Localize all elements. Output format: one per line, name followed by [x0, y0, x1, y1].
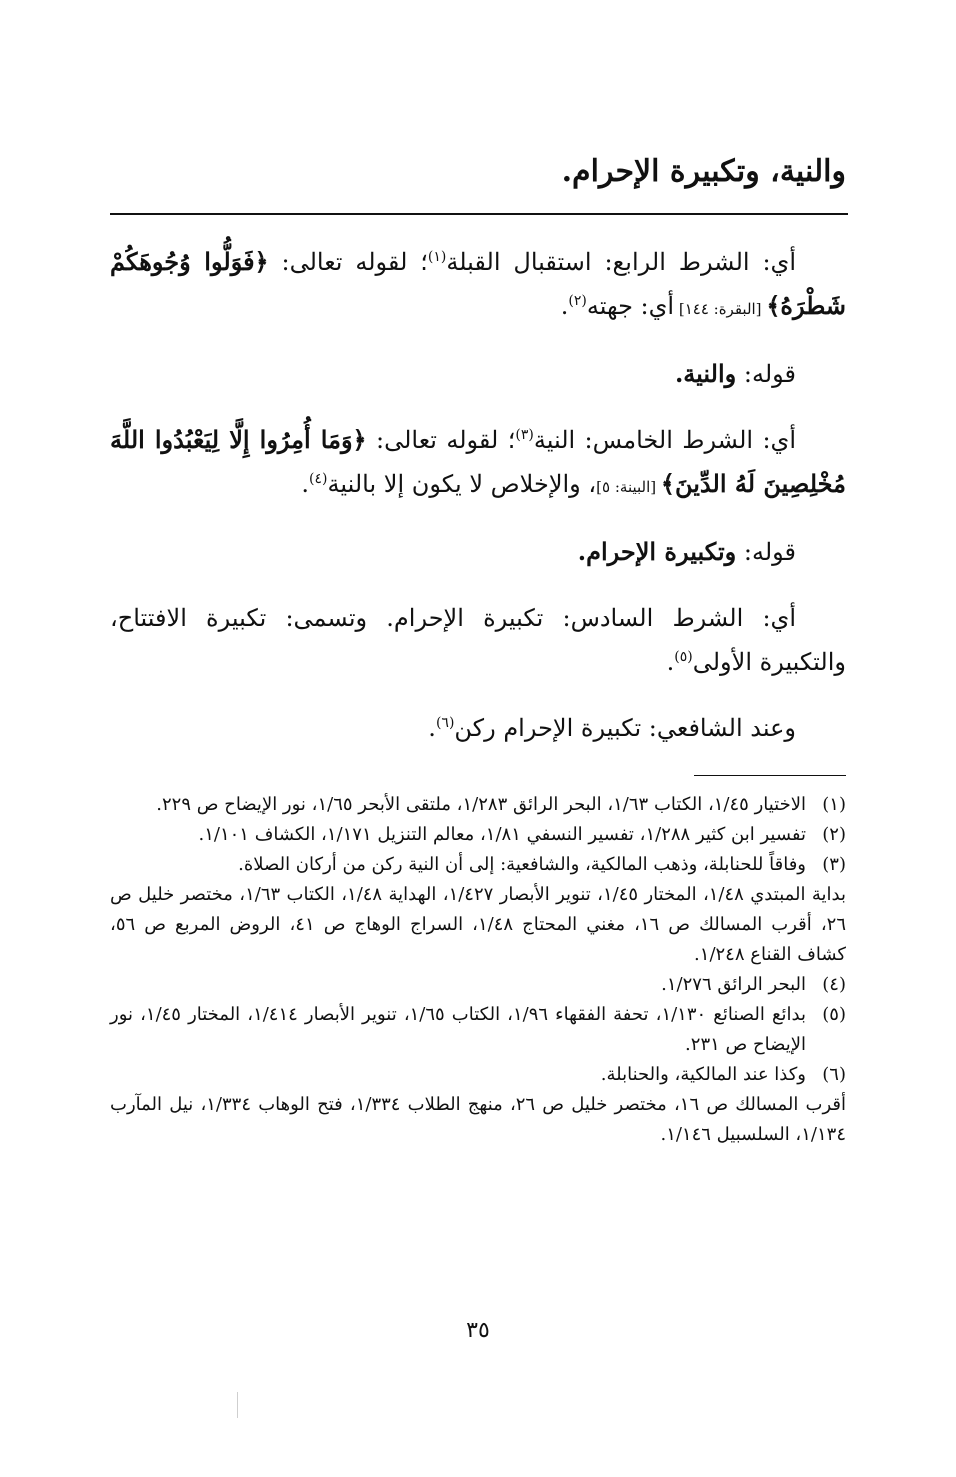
paragraph-condition-5 [110, 418, 846, 509]
footnote-number: (٤) [822, 974, 846, 995]
footnote-text: تفسير ابن كثير ١/٢٨٨، تفسير النسفي ١/٨١، معالم التنزيل ١/١٧١، الكشاف ١/١٠١. [198, 824, 806, 845]
paragraph-text: ؛ لقوله تعالى: [268, 248, 428, 276]
paragraph-text: . [301, 470, 310, 498]
footnote [110, 790, 846, 820]
heading-label: قوله: [736, 360, 796, 388]
header-divider [110, 213, 848, 215]
footnote-text: وفاقاً للحنابلة، وذهب المالكية، والشافعية: إلى أن النية ركن من أركان الصلاة. [238, 854, 806, 875]
paragraph-text: أي: الشرط السادس: تكبيرة الإحرام. وتسمى: تكبيرة الافتتاح، والتكبيرة الأولى [110, 604, 846, 676]
footnote [110, 970, 846, 1000]
footnote [110, 850, 846, 970]
footnotes-list [110, 790, 846, 1150]
scan-mark [237, 1392, 238, 1418]
paragraph-text: . [428, 714, 436, 742]
footnote-divider [694, 775, 846, 776]
footnote [110, 1060, 846, 1150]
footnote-text: بدائع الصنائع ١/١٣٠، تحفة الفقهاء ١/٩٦، الكتاب ١/٦٥، تنوير الأبصار ١/٤١٤، المختار ١/٤٥، نور الإيضاح ص ٢٣١. [110, 1004, 806, 1055]
footnote-continuation: أقرب المسالك ص ١٦، مختصر خليل ص ٢٦، منهج الطلاب ١/٣٣٤، فتح الوهاب ١/٣٣٤، نيل المآرب ١/١٣٤، السلسبيل ١/١٤٦. [110, 1094, 847, 1145]
paragraph-condition-4 [110, 240, 846, 331]
footnote-text: وكذا عند المالكية، والحنابلة. [600, 1064, 806, 1085]
paragraph-text: . [666, 648, 675, 676]
paragraph-text: أي: الشرط الخامس: النية [533, 426, 796, 454]
page-header: والنية، وتكبيرة الإحرام. [561, 154, 846, 189]
paragraph-shafii [110, 706, 846, 750]
footnote-number: (٣) [822, 854, 846, 875]
paragraph-text: أي: جهته [586, 292, 675, 320]
quran-quote: ﴿فَوَلُّوا وُجُوهَكُمْ شَطْرَهُ﴾ [110, 247, 846, 320]
footnote-number: (٦) [822, 1064, 846, 1085]
footnote [110, 820, 846, 850]
quote-heading-niyyah [110, 352, 846, 396]
heading-label: قوله: [736, 538, 796, 566]
paragraph-text: ، والإخلاص لا يكون إلا بالنية [327, 470, 597, 498]
paragraph-text: وعند الشافعي: تكبيرة الإحرام ركن [454, 714, 796, 742]
footnote-marker: (٣) [515, 427, 534, 443]
paragraph-condition-6 [110, 596, 846, 684]
page-number: ٣٥ [466, 1318, 490, 1343]
quran-reference: [البقرة: ١٤٤] [674, 300, 767, 318]
heading-term: وتكبيرة الإحرام. [577, 537, 737, 566]
footnote [110, 1000, 846, 1060]
footnote-marker: (٤) [309, 471, 328, 487]
paragraph-text: أي: الشرط الرابع: استقبال القبلة [446, 248, 796, 276]
footnote-marker: (٥) [674, 649, 693, 665]
footnote-marker: (٦) [435, 715, 455, 731]
footnote-number: (٥) [822, 1004, 846, 1025]
footnote-marker: (٢) [568, 293, 587, 309]
footnote-marker: (١) [427, 249, 447, 265]
footnote-number: (١) [822, 794, 846, 815]
quran-reference: [البينة: ٥] [596, 478, 661, 496]
footnote-number: (٢) [822, 824, 846, 845]
footnote-continuation: بداية المبتدي ١/٤٨، المختار ١/٤٥، تنوير الأبصار ١/٤٢٧، الهداية ١/٤٨، الكتاب ١/٦٣، مختصر خليل ص ٢٦، أقرب المسالك ص ١٦، مغني المحتاج ١/٤٨، السراج الوهاج ص ٤١، الروض المربع ص ٥٦، كشاف القناع ١/٢٤٨. [110, 884, 847, 965]
paragraph-text: . [560, 292, 569, 320]
quran-quote: ﴿وَمَا أُمِرُوا إِلَّا لِيَعْبُدُوا اللَّهَ مُخْلِصِينَ لَهُ الدِّينَ﴾ [110, 425, 846, 498]
heading-term: والنية. [674, 359, 737, 388]
footnote-text: البحر الرائق ١/٢٧٦. [661, 974, 806, 995]
quote-heading-takbir [110, 530, 846, 574]
paragraph-text: ؛ لقوله تعالى: [366, 426, 516, 454]
footnote-text: الاختيار ١/٤٥، الكتاب ١/٦٣، البحر الرائق ١/٢٨٣، ملتقى الأبحر ١/٦٥، نور الإيضاح ص ٢٢٩. [156, 794, 806, 815]
